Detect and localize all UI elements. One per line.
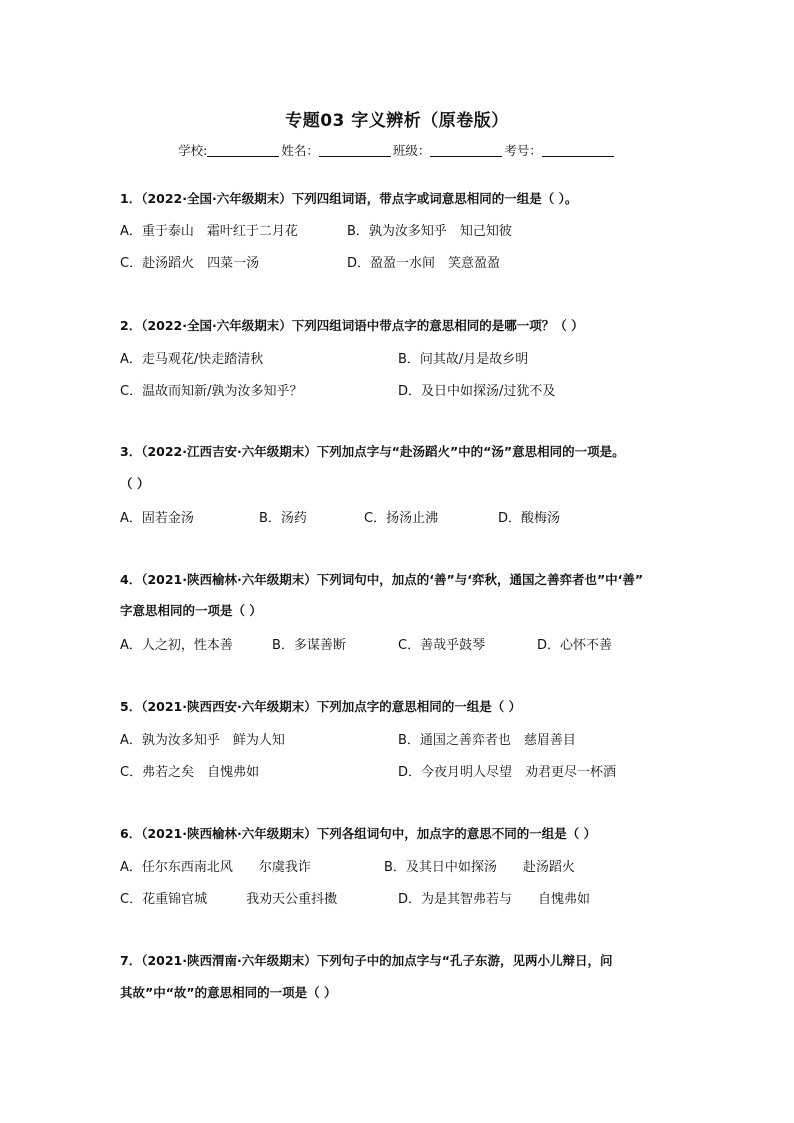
question-5-option-a[interactable]: A．孰为汝多知乎 鲜为人知 — [120, 733, 285, 748]
class-label: 班级： — [392, 143, 431, 158]
question-2-option-b[interactable]: B．问其故/月是故乡明 — [398, 352, 529, 367]
question-2-stem: 2．（2022·全国·六年级期末）下列四组词语中带点字的意思相同的是哪一项？（ ） — [120, 318, 584, 333]
question-4-option-c[interactable]: C．善哉乎鼓琴 — [398, 638, 486, 653]
question-1-option-a[interactable]: A．重于泰山 霜叶红于二月花 — [120, 224, 298, 239]
question-4-option-a[interactable]: A．人之初，性本善 — [120, 638, 233, 653]
question-4-option-b[interactable]: B．多谋善断 — [272, 638, 346, 653]
question-6-option-b[interactable]: B．及其日中如探汤 赴汤蹈火 — [384, 860, 575, 875]
class-blank[interactable] — [430, 156, 502, 157]
exam-no-blank[interactable] — [542, 156, 614, 157]
question-4-stem-line-1: 4．（2021·陕西榆林·六年级期末）下列词句中，加点的‘善”与‘弈秋，通国之善弈者也”中‘善” — [120, 572, 644, 587]
question-7-stem-line-1: 7．（2021·陕西渭南·六年级期末）下列句子中的加点字与“孔子东游，见两小儿辩日，问 — [120, 953, 613, 968]
question-1-option-d[interactable]: D．盈盈一水间 笑意盈盈 — [347, 256, 501, 271]
name-label: 姓名： — [281, 143, 319, 158]
question-2-option-d[interactable]: D．及日中如探汤/过犹不及 — [398, 384, 556, 399]
question-3-stem-line-1: 3．（2022·江西吉安·六年级期末）下列加点字与“赴汤蹈火”中的“汤”意思相同的一项是。 — [120, 444, 625, 459]
question-5-option-d[interactable]: D．今夜月明人尽望 劝君更尽一杯酒 — [398, 765, 617, 780]
question-1-option-c[interactable]: C．赴汤蹈火 四菜一汤 — [120, 256, 260, 271]
exam-no-label: 考号： — [504, 143, 542, 158]
question-5-option-b[interactable]: B．通国之善弈者也 慈眉善目 — [398, 733, 576, 748]
question-6-option-c[interactable]: C．花重锦官城 我劝天公重抖擞 — [120, 892, 338, 907]
name-blank[interactable] — [319, 156, 391, 157]
question-3-stem-line-2: （ ） — [120, 476, 150, 491]
question-6-stem: 6．（2021·陕西榆林·六年级期末）下列各组词句中，加点字的意思不同的一组是（ ） — [120, 826, 597, 841]
question-3-option-b[interactable]: B．汤药 — [259, 511, 307, 526]
question-6-option-a[interactable]: A．任尔东西南北风 尔虞我诈 — [120, 860, 311, 875]
school-blank[interactable] — [207, 156, 279, 157]
question-4-option-d[interactable]: D．心怀不善 — [537, 638, 613, 653]
question-2-option-c[interactable]: C．温故而知新/孰为汝多知乎？ — [120, 384, 303, 399]
question-3-option-a[interactable]: A．固若金汤 — [120, 511, 194, 526]
question-4-stem-line-2: 字意思相同的一项是（ ） — [120, 603, 262, 618]
question-2-option-a[interactable]: A．走马观花/快走踏清秋 — [120, 352, 264, 367]
question-3-option-c[interactable]: C．扬汤止沸 — [364, 511, 439, 526]
page-title: 专题03 字义辨析（原卷版） — [285, 111, 509, 131]
question-5-stem: 5．（2021·陕西西安·六年级期末）下列加点字的意思相同的一组是（ ） — [120, 699, 522, 714]
question-1-option-b[interactable]: B．孰为汝多知乎 知己知彼 — [347, 224, 512, 239]
question-7-stem-line-2: 其故”中“故”的意思相同的一项是（ ） — [120, 985, 337, 1000]
question-5-option-c[interactable]: C．弗若之矣 自愧弗如 — [120, 765, 260, 780]
student-info-line — [0, 141, 794, 159]
question-1-stem: 1．（2022·全国·六年级期末）下列四组词语，带点字或词意思相同的一组是（ ）。 — [120, 191, 578, 206]
question-3-option-d[interactable]: D．酸梅汤 — [498, 511, 561, 526]
school-label: 学校: — [178, 143, 208, 158]
question-6-option-d[interactable]: D．为是其智弗若与 自愧弗如 — [398, 892, 591, 907]
